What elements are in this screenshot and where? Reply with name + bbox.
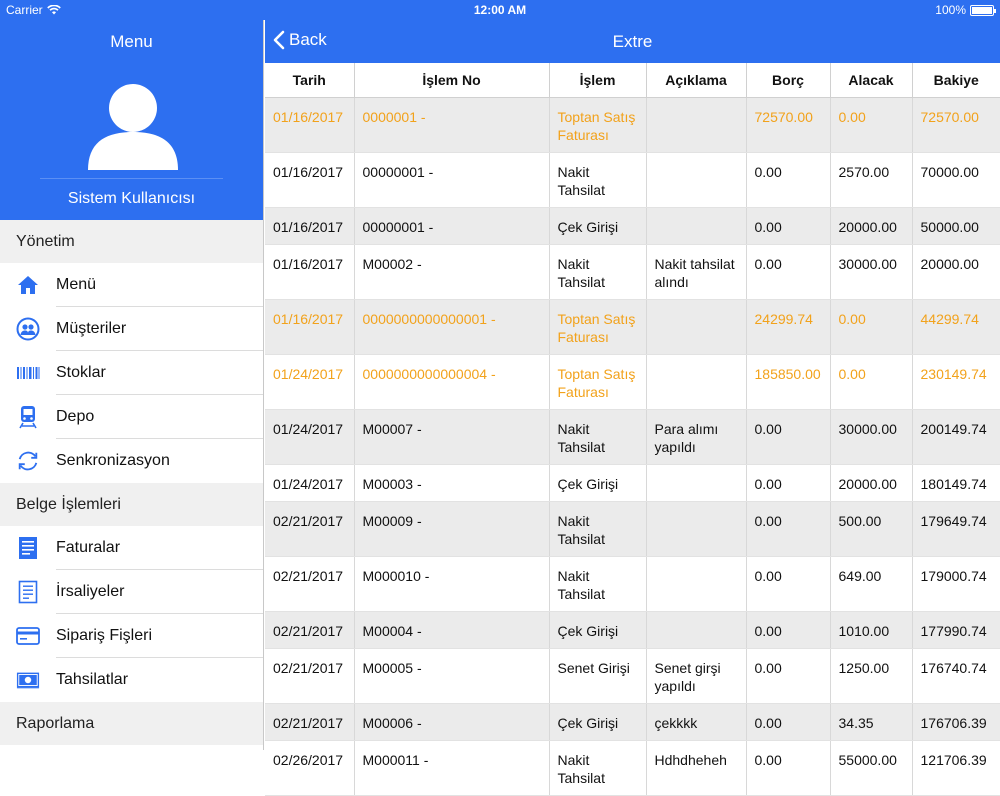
sidebar-item-faturalar[interactable]	[0, 526, 263, 570]
cell-aciklama	[646, 501, 746, 556]
cell-islem: Senet Girişi	[549, 648, 646, 703]
cell-borc: 0.00	[746, 648, 830, 703]
cell-alacak: 1250.00	[830, 648, 912, 703]
cell-islem-no: M000010 -	[354, 556, 549, 611]
table-row[interactable]	[265, 648, 1000, 703]
sidebar-item-depo[interactable]	[0, 395, 263, 439]
table-row[interactable]	[265, 464, 1000, 501]
cell-bakiye: 50000.00	[912, 207, 1000, 244]
cell-islem: Toptan Satış Faturası	[549, 354, 646, 409]
sidebar-item-label: Stoklar	[56, 364, 106, 381]
cell-aciklama	[646, 152, 746, 207]
sidebar-item-label: Müşteriler	[56, 320, 127, 337]
battery-percent: 100%	[935, 3, 966, 17]
back-button-label: Back	[289, 30, 327, 49]
cell-aciklama	[646, 611, 746, 648]
cell-alacak: 34.35	[830, 703, 912, 740]
cell-tarih: 02/21/2017	[265, 501, 354, 556]
navigation-bar	[265, 20, 1000, 63]
user-avatar-icon[interactable]	[88, 80, 178, 170]
cell-tarih: 01/16/2017	[265, 152, 354, 207]
cell-aciklama: Hdhdheheh	[646, 740, 746, 795]
sidebar-item-label: Senkronizasyon	[56, 452, 170, 469]
statement-table	[265, 63, 1000, 796]
barcode-icon	[16, 361, 40, 385]
table-row[interactable]	[265, 244, 1000, 299]
column-header-islem[interactable]: İşlem	[549, 63, 646, 97]
cell-bakiye: 179000.74	[912, 556, 1000, 611]
sidebar-item-label: Tahsilatlar	[56, 671, 129, 688]
cell-tarih: 01/16/2017	[265, 207, 354, 244]
cell-borc: 0.00	[746, 703, 830, 740]
cell-tarih: 02/21/2017	[265, 556, 354, 611]
train-icon	[16, 405, 40, 429]
cell-aciklama	[646, 97, 746, 152]
cell-aciklama	[646, 299, 746, 354]
cell-aciklama	[646, 556, 746, 611]
cell-alacak: 20000.00	[830, 207, 912, 244]
cell-borc: 0.00	[746, 207, 830, 244]
column-header-aciklama[interactable]: Açıklama	[646, 63, 746, 97]
cell-islem: Nakit Tahsilat	[549, 501, 646, 556]
cell-borc: 0.00	[746, 501, 830, 556]
customers-icon	[16, 317, 40, 341]
waybill-icon	[16, 580, 40, 604]
sidebar-item-label: Depo	[56, 408, 95, 425]
cell-alacak: 0.00	[830, 299, 912, 354]
cell-tarih: 01/24/2017	[265, 354, 354, 409]
sidebar-item-label: Faturalar	[56, 539, 121, 556]
sidebar-item-tahsilatlar[interactable]	[0, 658, 263, 702]
table-row[interactable]	[265, 703, 1000, 740]
cell-borc: 0.00	[746, 611, 830, 648]
cell-tarih: 02/26/2017	[265, 740, 354, 795]
table-header-row	[265, 63, 1000, 97]
cell-tarih: 01/16/2017	[265, 97, 354, 152]
battery-indicator	[935, 3, 994, 17]
column-header-islem-no[interactable]: İşlem No	[354, 63, 549, 97]
section-header-yonetim: Yönetim	[0, 220, 263, 263]
cell-islem-no: M00005 -	[354, 648, 549, 703]
cell-islem-no: M00009 -	[354, 501, 549, 556]
section-header-raporlama: Raporlama	[0, 702, 263, 745]
cell-islem-no: M00004 -	[354, 611, 549, 648]
table-row[interactable]	[265, 207, 1000, 244]
sync-icon	[16, 449, 40, 473]
cell-borc: 0.00	[746, 409, 830, 464]
sidebar-header-divider	[40, 178, 223, 179]
home-icon	[16, 273, 40, 297]
sidebar	[0, 20, 264, 750]
cell-borc: 0.00	[746, 244, 830, 299]
cell-islem-no: 0000000000000004 -	[354, 354, 549, 409]
cell-alacak: 0.00	[830, 354, 912, 409]
cell-alacak: 0.00	[830, 97, 912, 152]
status-bar	[0, 0, 1000, 20]
cell-tarih: 01/16/2017	[265, 244, 354, 299]
cell-bakiye: 70000.00	[912, 152, 1000, 207]
cell-islem-no: M00002 -	[354, 244, 549, 299]
cell-alacak: 30000.00	[830, 409, 912, 464]
table-row[interactable]	[265, 299, 1000, 354]
cell-islem-no: 0000000000000001 -	[354, 299, 549, 354]
cell-islem: Çek Girişi	[549, 464, 646, 501]
table-row[interactable]	[265, 409, 1000, 464]
table-row[interactable]	[265, 152, 1000, 207]
cell-tarih: 02/21/2017	[265, 648, 354, 703]
cell-tarih: 01/24/2017	[265, 464, 354, 501]
sidebar-item-senkronizasyon[interactable]	[0, 439, 263, 483]
sidebar-item-label: Menü	[56, 276, 97, 293]
cell-alacak: 30000.00	[830, 244, 912, 299]
cell-islem-no: 00000001 -	[354, 207, 549, 244]
cell-islem: Toptan Satış Faturası	[549, 97, 646, 152]
cell-aciklama: Para alımı yapıldı	[646, 409, 746, 464]
column-header-borc[interactable]: Borç	[746, 63, 830, 97]
cell-borc: 0.00	[746, 464, 830, 501]
carrier-label: Carrier	[6, 3, 43, 17]
cell-borc: 185850.00	[746, 354, 830, 409]
cell-bakiye: 180149.74	[912, 464, 1000, 501]
cell-alacak: 55000.00	[830, 740, 912, 795]
cell-islem-no: 00000001 -	[354, 152, 549, 207]
cell-islem-no: M00006 -	[354, 703, 549, 740]
sidebar-item-musteriler[interactable]	[0, 307, 263, 351]
cell-islem: Nakit Tahsilat	[549, 740, 646, 795]
table-row[interactable]	[265, 501, 1000, 556]
cell-bakiye: 176740.74	[912, 648, 1000, 703]
cell-bakiye: 72570.00	[912, 97, 1000, 152]
sidebar-item-siparis-fisleri[interactable]	[0, 614, 263, 658]
cell-aciklama	[646, 207, 746, 244]
cell-alacak: 500.00	[830, 501, 912, 556]
cell-tarih: 02/21/2017	[265, 611, 354, 648]
page-title: Extre	[612, 32, 653, 51]
cell-bakiye: 200149.74	[912, 409, 1000, 464]
table-body	[265, 97, 1000, 795]
cell-islem: Toptan Satış Faturası	[549, 299, 646, 354]
cell-borc: 72570.00	[746, 97, 830, 152]
invoice-icon	[16, 536, 40, 560]
sidebar-item-menu[interactable]	[0, 263, 263, 307]
sidebar-item-irsaliyeler[interactable]	[0, 570, 263, 614]
sidebar-header	[0, 20, 263, 220]
cell-aciklama: Senet girşi yapıldı	[646, 648, 746, 703]
table-row[interactable]	[265, 354, 1000, 409]
card-icon	[16, 624, 40, 648]
sidebar-item-label: Sipariş Fişleri	[56, 627, 153, 644]
cell-islem: Nakit Tahsilat	[549, 244, 646, 299]
sidebar-title: Menu	[110, 32, 153, 51]
cell-alacak: 1010.00	[830, 611, 912, 648]
cell-aciklama	[646, 354, 746, 409]
cell-islem: Nakit Tahsilat	[549, 152, 646, 207]
cash-icon	[16, 668, 40, 692]
cell-borc: 0.00	[746, 556, 830, 611]
cell-islem: Çek Girişi	[549, 703, 646, 740]
cell-aciklama: Nakit tahsilat alındı	[646, 244, 746, 299]
section-header-belge-islemleri: Belge İşlemleri	[0, 483, 263, 526]
cell-islem: Çek Girişi	[549, 611, 646, 648]
cell-bakiye: 121706.39	[912, 740, 1000, 795]
cell-bakiye: 20000.00	[912, 244, 1000, 299]
cell-islem-no: M00007 -	[354, 409, 549, 464]
cell-bakiye: 44299.74	[912, 299, 1000, 354]
table-row[interactable]	[265, 740, 1000, 795]
sidebar-item-stoklar[interactable]	[0, 351, 263, 395]
cell-bakiye: 179649.74	[912, 501, 1000, 556]
cell-alacak: 20000.00	[830, 464, 912, 501]
column-header-bakiye[interactable]: Bakiye	[912, 63, 1000, 97]
cell-borc: 0.00	[746, 152, 830, 207]
main-content	[265, 20, 1000, 786]
cell-tarih: 01/24/2017	[265, 409, 354, 464]
cell-islem-no: M00003 -	[354, 464, 549, 501]
column-header-tarih[interactable]: Tarih	[265, 63, 354, 97]
cell-borc: 0.00	[746, 740, 830, 795]
cell-borc: 24299.74	[746, 299, 830, 354]
sidebar-item-label: İrsaliyeler	[56, 583, 125, 600]
table-row[interactable]	[265, 611, 1000, 648]
column-header-alacak[interactable]: Alacak	[830, 63, 912, 97]
cell-bakiye: 176706.39	[912, 703, 1000, 740]
battery-icon	[970, 5, 994, 16]
cell-islem-no: M000011 -	[354, 740, 549, 795]
cell-alacak: 649.00	[830, 556, 912, 611]
cell-bakiye: 230149.74	[912, 354, 1000, 409]
cell-alacak: 2570.00	[830, 152, 912, 207]
cell-tarih: 02/21/2017	[265, 703, 354, 740]
status-time: 12:00 AM	[473, 3, 527, 17]
cell-islem-no: 0000001 -	[354, 97, 549, 152]
cell-islem: Çek Girişi	[549, 207, 646, 244]
cell-aciklama	[646, 464, 746, 501]
sidebar-user-name: Sistem Kullanıcısı	[67, 190, 196, 207]
cell-aciklama: çekkkk	[646, 703, 746, 740]
table-row[interactable]	[265, 556, 1000, 611]
cell-islem: Nakit Tahsilat	[549, 556, 646, 611]
cell-islem: Nakit Tahsilat	[549, 409, 646, 464]
cell-tarih: 01/16/2017	[265, 299, 354, 354]
cell-bakiye: 177990.74	[912, 611, 1000, 648]
table-row[interactable]	[265, 97, 1000, 152]
